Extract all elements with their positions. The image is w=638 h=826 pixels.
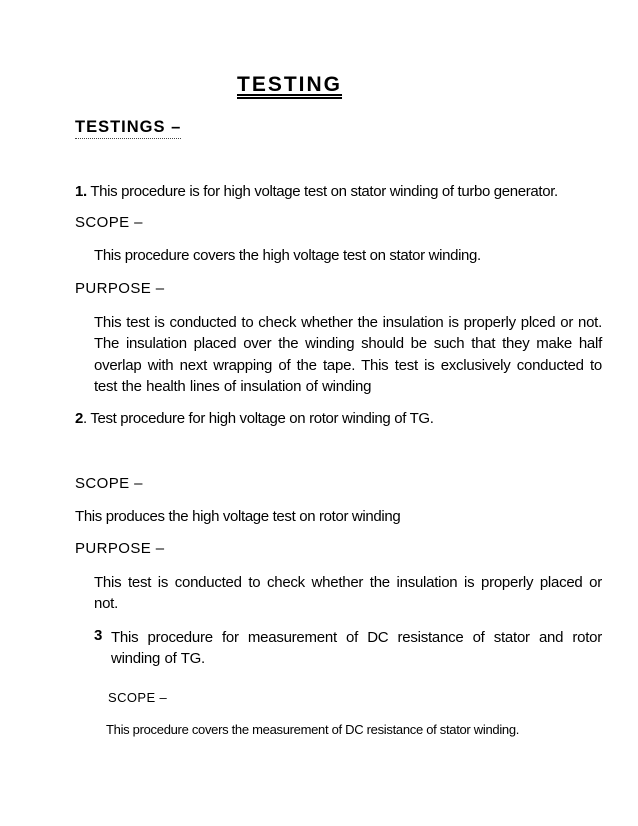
- section-2-scope-label: SCOPE –: [75, 475, 143, 492]
- section-1-purpose-text: This test is conducted to check whether the insulation is properly plced or not. The insulation placed over the winding should be such that they make half overlap with next wrapping of the tape. This test is exclusively conducted to test the health lines of insulation of winding: [94, 314, 602, 395]
- section-2-purpose-text: This test is conducted to check whether the insulation is properly placed or not.: [94, 574, 602, 613]
- section-1-heading-text: This procedure is for high voltage test on stator winding of turbo generator.: [86, 183, 558, 200]
- section-3-heading-text: This procedure for measurement of DC resistance of stator and rotor winding of TG.: [111, 629, 602, 668]
- section-2-heading: [75, 410, 434, 427]
- section-2-scope-text: This produces the high voltage test on rotor winding: [75, 508, 401, 525]
- section-1-heading: [75, 183, 558, 200]
- page-title: TESTING: [237, 73, 343, 96]
- section-3-number: 3: [94, 627, 102, 644]
- section-2-number: 2: [75, 410, 83, 427]
- section-3-scope-text: This procedure covers the measurement of DC resistance of stator winding.: [106, 722, 520, 737]
- section-1-purpose-label: PURPOSE –: [75, 280, 165, 297]
- section-3-number-wrap: [94, 627, 102, 644]
- section-3-scope-label: SCOPE –: [108, 690, 168, 705]
- section-2-purpose-label: PURPOSE –: [75, 540, 165, 557]
- section-1-scope-label: SCOPE –: [75, 214, 143, 231]
- section-1-number: 1.: [75, 183, 87, 200]
- section-2-heading-text: . Test procedure for high voltage on rotor winding of TG.: [83, 410, 434, 427]
- section-subheading: TESTINGS –: [75, 118, 181, 139]
- section-1-scope-text: This procedure covers the high voltage test on stator winding.: [94, 247, 481, 264]
